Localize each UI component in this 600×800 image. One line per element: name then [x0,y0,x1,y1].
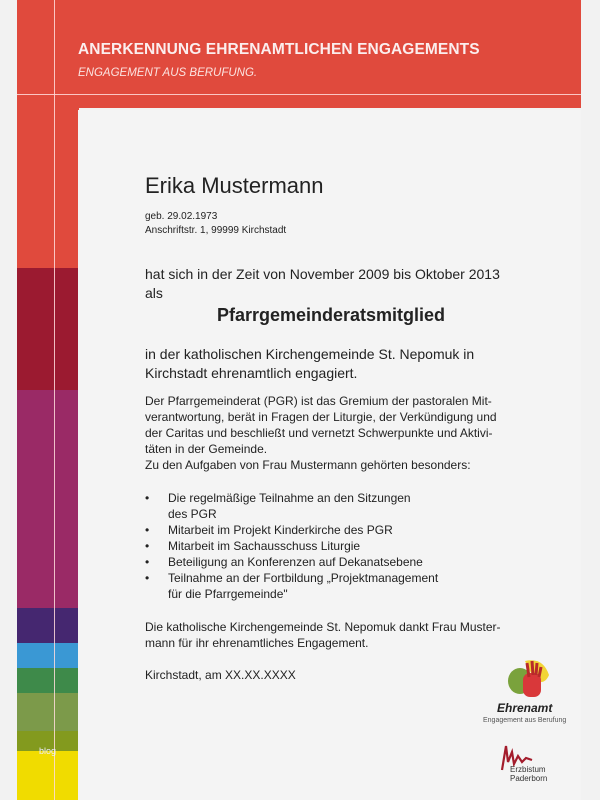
strip-band-lightgreen [17,693,79,731]
parish-line-1: in der katholischen Kirchengemeinde St. Nepomuk in [145,346,475,362]
divider-vertical [54,0,55,800]
strip-band-red [17,108,79,268]
thanks-line: Die katholische Kirchengemeinde St. Nepomuk dankt Frau Muster- [145,620,501,634]
color-strip [17,108,79,800]
strip-band-purple [17,608,79,643]
description-line: der Caritas und beschließt und vernetzt Schwerpunkte und Aktivi- [145,426,493,440]
list-item: • Mitarbeit im Projekt Kinderkirche des PGR [145,522,438,538]
description-line: Der Pfarrgemeinderat (PGR) ist das Gremium der pastoralen Mit- [145,394,492,408]
period-as: als [145,285,163,301]
birth-date: geb. 29.02.1973 [145,211,218,222]
header-title: ANERKENNUNG EHRENAMTLICHEN ENGAGEMENTS [78,41,480,58]
period-text: hat sich in der Zeit von November 2009 bis Oktober 2013 [145,266,500,282]
description-line: täten in der Gemeinde. [145,442,268,456]
place-date: Kirchstadt, am XX.XX.XXXX [145,668,296,682]
thanks-line: mann für ihr ehrenamtliches Engagement. [145,636,369,650]
diocese-name: Erzbistum Paderborn [510,765,548,783]
list-item: • Die regelmäßige Teilnahme an den Sitzungen des PGR [145,490,438,522]
description-line: verantwortung, berät in Fragen der Liturgie, der Verkündigung und [145,410,497,424]
description-line: Zu den Aufgaben von Frau Mustermann gehörten besonders: [145,458,471,472]
strip-band-magenta [17,390,79,608]
strip-band-darkred [17,268,79,390]
role-title: Pfarrgemeinderatsmitglied [216,305,446,325]
divider-horizontal [17,94,581,95]
ehrenamt-logo-subtitle: Engagement aus Berufung [483,717,567,724]
strip-band-green [17,668,79,693]
parish-line-2: Kirchstadt ehrenamtlich engagiert. [145,365,358,381]
list-item: • Beteiligung an Konferenzen auf Dekanatsebene [145,554,438,570]
blog-label: blog [39,746,57,756]
ehrenamt-logo-text: Ehrenamt [497,701,553,715]
strip-band-yellow [17,751,79,800]
address: Anschriftstr. 1, 99999 Kirchstadt [145,225,287,236]
ehrenamt-hand-logo-icon [505,655,555,701]
header-subtitle: ENGAGEMENT AUS BERUFUNG. [78,67,258,79]
strip-band-blue [17,643,79,668]
list-item: • Mitarbeit im Sachausschuss Liturgie [145,538,438,554]
task-list [145,490,438,602]
recipient-name: Erika Mustermann [145,173,324,198]
list-item: • Teilnahme an der Fortbildung „Projektmanagement für die Pfarrgemeinde" [145,570,438,602]
